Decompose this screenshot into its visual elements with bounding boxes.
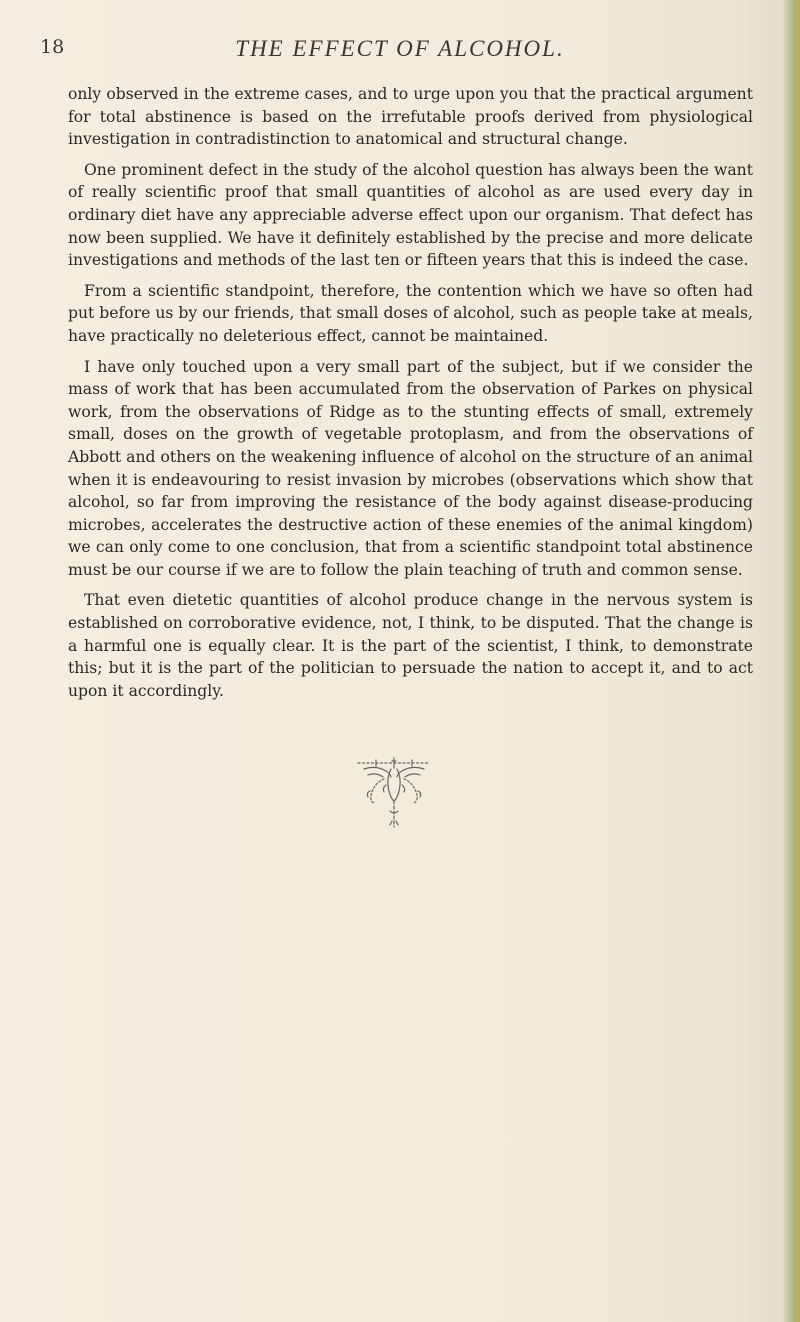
page-edge (782, 0, 800, 1322)
page-header (40, 36, 760, 66)
floral-tailpiece-icon (356, 755, 432, 835)
paragraph-4: I have only touched upon a very small part of the subject, but if we consider the mass of work that has been accumulated from the observation of Parkes on physical work, from the observations of Ridge as to the stunting effects of small, extremely small, doses on the growth of vegetable protoplasm, and from the observations of Abbott and others on the weakening influence of alcohol on the structure of an animal when it is endeavouring to resist invasion by microbes (observations which show that alcohol, so far from improving the resistance of the body against disease-producing microbes, accelerates the destructive action of these enemies of the animal kingdom) we can only come to one conclusion, that from a scientific standpoint total abstinence must be our course if we are to follow the plain teaching of truth and common sense. (68, 357, 753, 579)
paragraph-3: From a scientific standpoint, therefore, the contention which we have so often had put before us by our friends, that small doses of alcohol, such as people take at meals, have practically no deleterious effect, cannot be maintained. (68, 281, 753, 345)
page-number: 18 (40, 36, 65, 58)
running-title: THE EFFECT OF ALCOHOL. (235, 36, 565, 61)
paragraph-1: only observed in the extreme cases, and to urge upon you that the practical argument for total abstinence is based on the irrefutable proofs derived from physiological investigation in contradistinction to anatomical and structural change. (68, 85, 753, 149)
body-text (68, 83, 753, 710)
paragraph-5: That even dietetic quantities of alcohol produce change in the nervous system is established on corroborative evidence, not, I think, to be disputed. That the change is a harmful one is equally clear. It is the part of the scientist, I think, to demonstrate this; but it is the part of the politician to persuade the nation to accept it, and to act upon it accordingly. (68, 591, 753, 700)
paragraph-2: One prominent defect in the study of the alcohol question has always been the want of really scientific proof that small quantities of alcohol as are used every day in ordinary diet have any appreciable adverse effect upon our organism. That defect has now been supplied. We have it definitely established by the precise and more delicate investigations and methods of the last ten or fifteen years that this is indeed the case. (68, 160, 753, 270)
